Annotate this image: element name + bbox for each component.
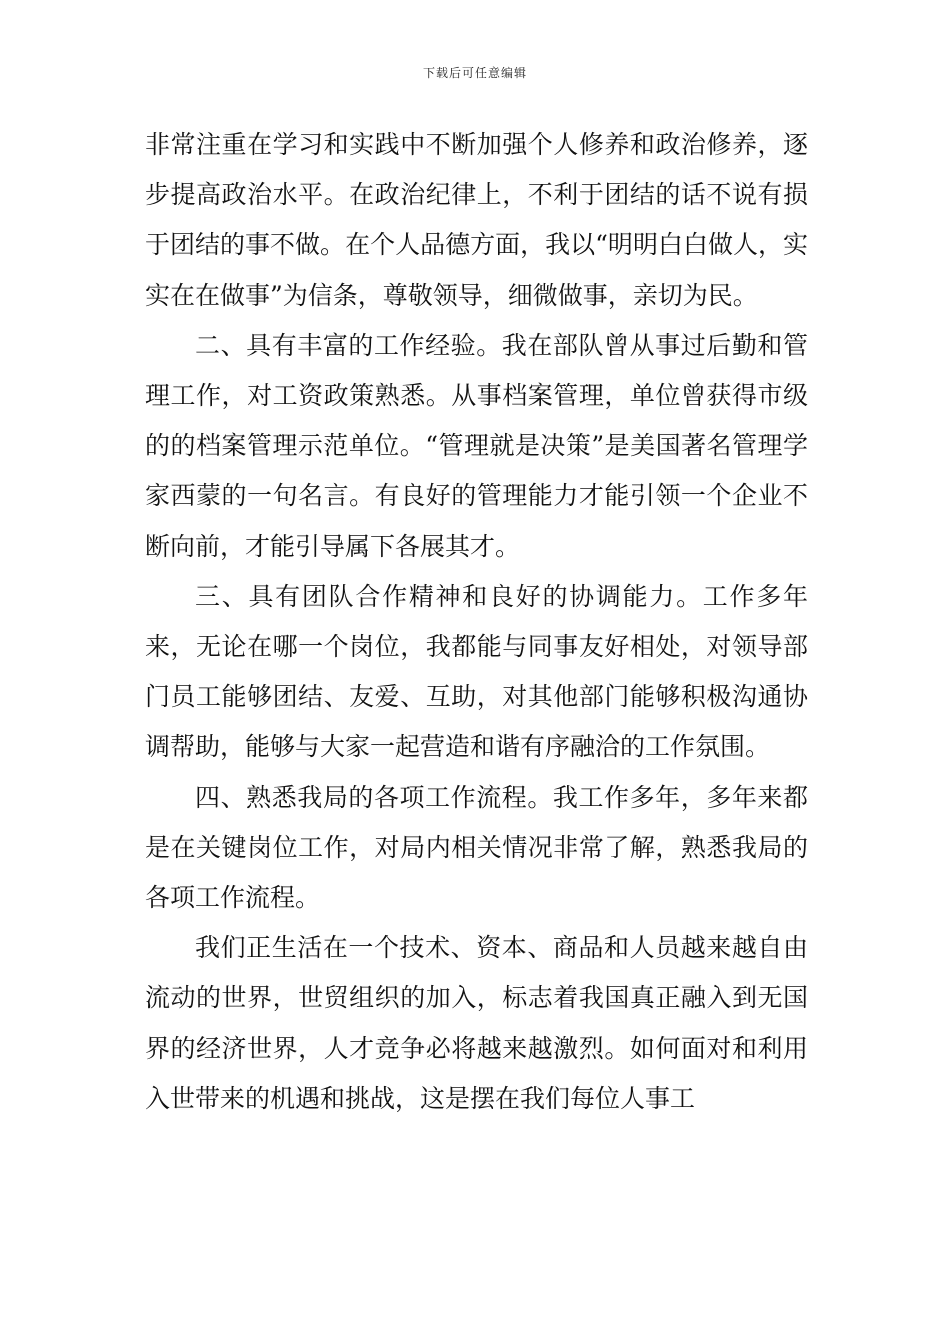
paragraph-3: 三、具有团队合作精神和良好的协调能力。工作多年来，无论在哪一个岗位，我都能与同事友好相处，对领导部门员工能够团结、友爱、互助，对其他部门能够积极沟通协调帮助，能够与大家一起营造和谐有序融洽的工作氛围。 [145, 581, 808, 762]
document-body [145, 120, 808, 1124]
paragraph-5: 我们正生活在一个技术、资本、商品和人员越来越自由流动的世界，世贸组织的加入，标志着我国真正融入到无国界的经济世界，人才竞争必将越来越激烈。如何面对和利用入世带来的机遇和挑战，这是摆在我们每位人事工 [145, 933, 808, 1113]
paragraph-1: 非常注重在学习和实践中不断加强个人修养和政治修养，逐步提高政治水平。在政治纪律上，不利于团结的话不说有损于团结的事不做。在个人品德方面，我以“明明白白做人，实实在在做事”为信条，尊敬领导，细微做事，亲切为民。 [145, 130, 808, 310]
paragraph-4: 四、熟悉我局的各项工作流程。我工作多年，多年来都是在关键岗位工作，对局内相关情况非常了解，熟悉我局的各项工作流程。 [145, 782, 808, 913]
paragraph-2: 二、具有丰富的工作经验。我在部队曾从事过后勤和管理工作，对工资政策熟悉。从事档案管理，单位曾获得市级的的档案管理示范单位。“管理就是决策”是美国著名管理学家西蒙的一句名言。有良好的管理能力才能引领一个企业不断向前，才能引导属下各展其才。 [145, 330, 808, 561]
page-header-note: 下载后可任意编辑 [422, 66, 527, 80]
